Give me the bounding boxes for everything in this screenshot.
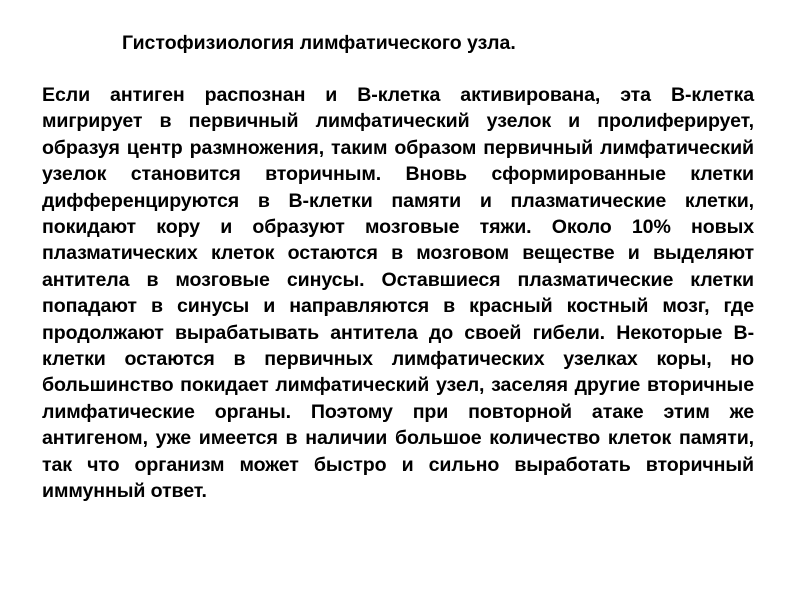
slide-title: Гистофизиология лимфатического узла. [122, 32, 516, 54]
slide-body-text: Если антиген распознан и В-клетка активирована, эта В-клетка мигрирует в первичный лимфатический узелок и пролиферирует, образуя центр размножения, таким образом первичный лимфатический узелок становится вторичным. Вновь сформированные клетки дифференцируются в В-клетки памяти и плазматические клетки, покидают кору и образуют мозговые тяжи. Около 10% новых плазматических клеток остаются в мозговом веществе и выделяют антитела в мозговые синусы. Оставшиеся плазматические клетки попадают в синусы и направляются в красный костный мозг, где продолжают вырабатывать антитела до своей гибели. Некоторые В-клетки остаются в первичных лимфатических узелках коры, но большинство покидает лимфатический узел, заселяя другие вторичные лимфатические органы. Поэтому при повторной атаке этим же антигеном, уже имеется в наличии большое количество клеток памяти, так что организм может быстро и сильно выработать вторичный иммунный ответ. [42, 84, 754, 503]
